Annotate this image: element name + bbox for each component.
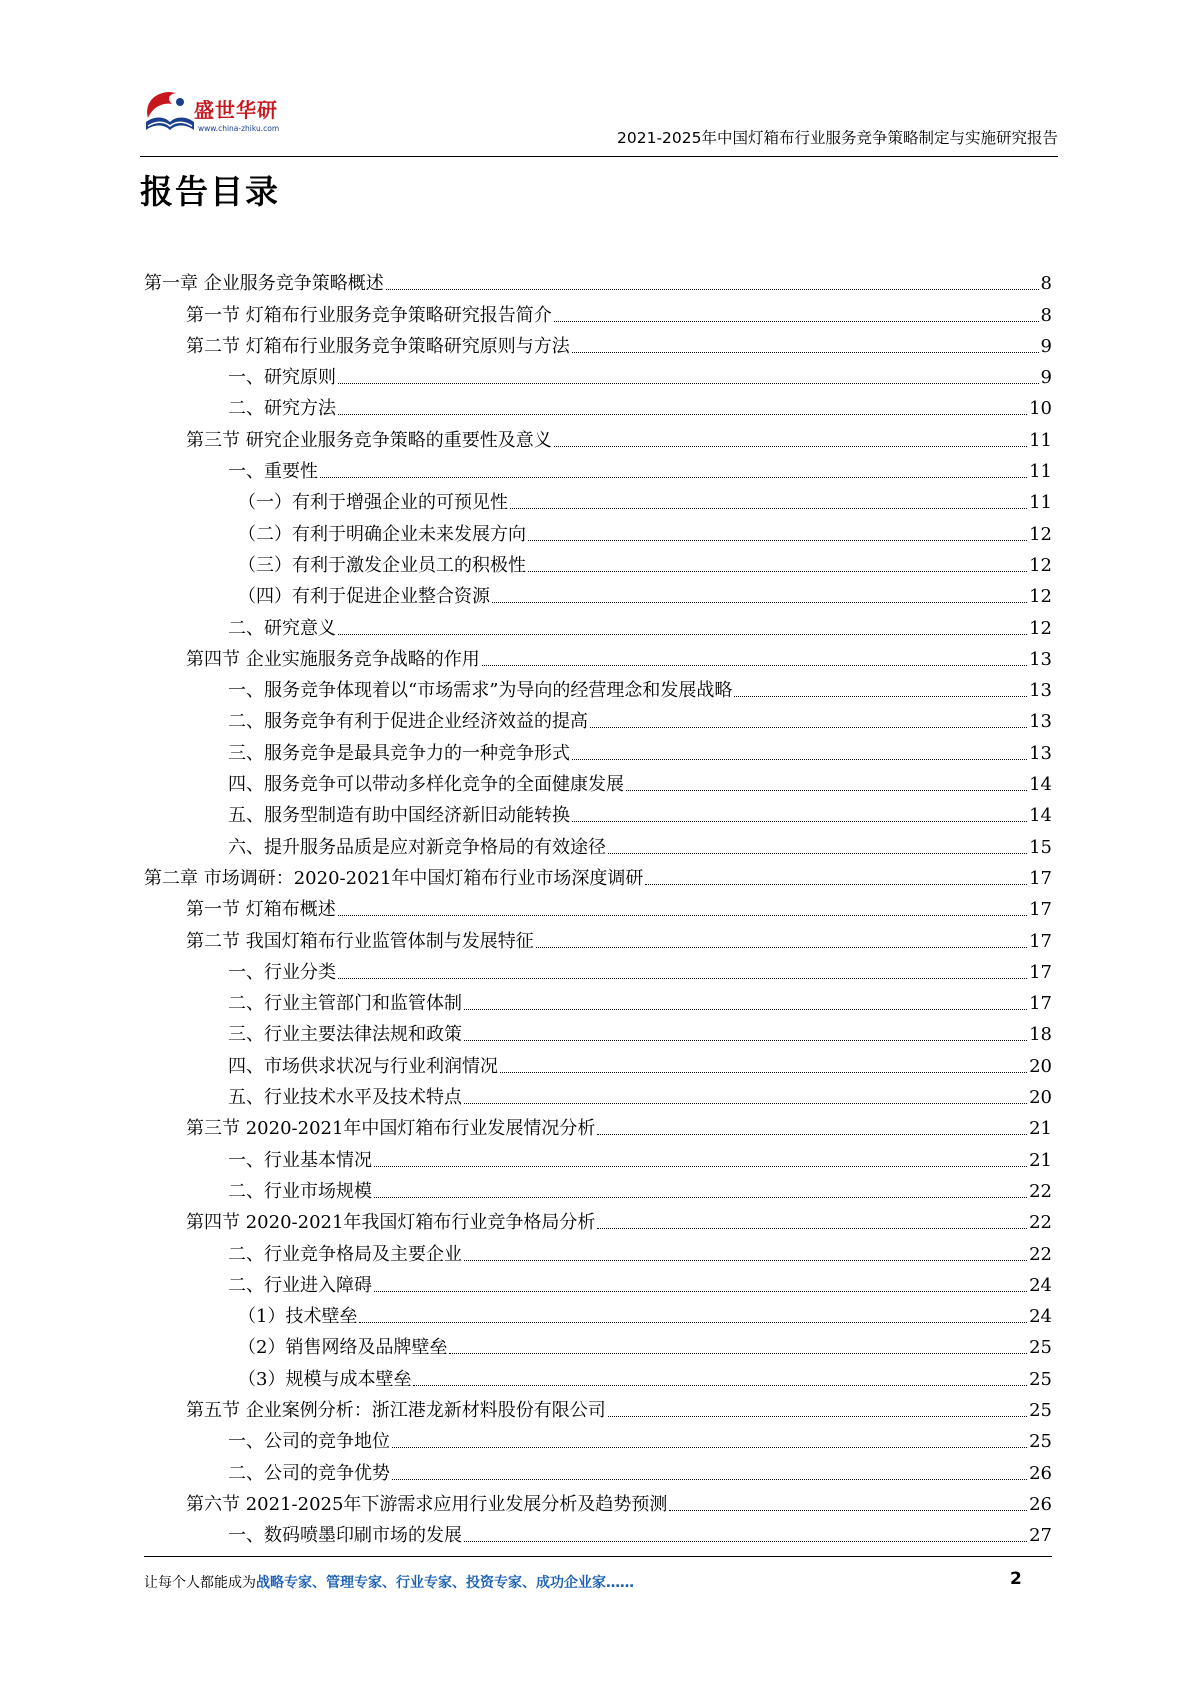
page-header [140, 80, 1058, 158]
toc-page-number: 22 [1029, 1180, 1052, 1202]
toc-dot-leader [608, 853, 1027, 854]
logo-company-name: 盛世华研 [194, 98, 278, 122]
toc-entry-title: 六、提升服务品质是应对新竞争格局的有效途径 [228, 836, 606, 858]
toc-page-number: 12 [1029, 617, 1052, 639]
toc-dot-leader [374, 1291, 1027, 1292]
toc-entry-item[interactable] [144, 702, 1052, 733]
toc-dot-leader [320, 477, 1027, 478]
toc-entry-section[interactable] [144, 921, 1052, 952]
toc-dot-leader [482, 665, 1027, 666]
toc-entry-section[interactable] [144, 420, 1052, 451]
toc-entry-item[interactable] [144, 1234, 1052, 1265]
toc-entry-title: 四、服务竞争可以带动多样化竞争的全面健康发展 [228, 774, 624, 796]
toc-entry-title: 三、行业主要法律法规和政策 [228, 1024, 462, 1046]
toc-entry-item[interactable] [144, 1140, 1052, 1171]
toc-page-number: 9 [1040, 367, 1052, 389]
toc-dot-leader [492, 602, 1027, 603]
toc-dot-leader [536, 947, 1027, 948]
toc-page-number: 18 [1029, 1024, 1052, 1046]
toc-entry-title: 第一节 灯箱布概述 [186, 899, 336, 921]
toc-entry-title: 二、行业市场规模 [228, 1180, 372, 1202]
toc-page-number: 11 [1029, 492, 1052, 514]
company-logo [140, 84, 310, 144]
toc-entry-title: 一、行业基本情况 [228, 1149, 372, 1171]
toc-page-number: 25 [1029, 1368, 1052, 1390]
toc-entry-title: 二、行业进入障碍 [228, 1274, 372, 1296]
toc-page-number: 21 [1029, 1118, 1052, 1140]
toc-dot-leader [572, 352, 1039, 353]
toc-entry-title: 第一节 灯箱布行业服务竞争策略研究报告简介 [186, 304, 552, 326]
toc-entry-title: 二、研究意义 [228, 617, 336, 639]
toc-page-number: 24 [1029, 1274, 1052, 1296]
toc-entry-title: 二、研究方法 [228, 398, 336, 420]
toc-page-number: 24 [1029, 1306, 1052, 1328]
toc-page-number: 20 [1029, 1055, 1052, 1077]
toc-dot-leader [554, 446, 1027, 447]
toc-entry-item[interactable] [144, 1172, 1052, 1203]
toc-page-number: 9 [1040, 335, 1052, 357]
toc-page-number: 17 [1029, 993, 1052, 1015]
toc-entry-item[interactable] [144, 733, 1052, 764]
toc-entry-subitem[interactable] [144, 577, 1052, 608]
toc-entry-item[interactable] [144, 1266, 1052, 1297]
toc-entry-title: 一、服务竞争体现着以“市场需求”为导向的经营理念和发展战略 [228, 680, 733, 702]
toc-page-number: 14 [1029, 805, 1052, 827]
toc-entry-title: 第四节 2020-2021年我国灯箱布行业竞争格局分析 [186, 1212, 596, 1234]
footer-slogan-highlight: 战略专家、管理专家、行业专家、投资专家、成功企业家…… [256, 1575, 634, 1591]
toc-dot-leader [338, 915, 1027, 916]
toc-entry-title: （2）销售网络及品牌壁垒 [238, 1337, 448, 1359]
toc-page-number: 13 [1029, 648, 1052, 670]
toc-entry-title: 二、行业竞争格局及主要企业 [228, 1243, 462, 1265]
toc-entry-title: 第四节 企业实施服务竞争战略的作用 [186, 648, 480, 670]
toc-entry-title: 二、行业主管部门和监管体制 [228, 993, 462, 1015]
toc-dot-leader [392, 1479, 1027, 1480]
toc-entry-title: 一、公司的竞争地位 [228, 1431, 390, 1453]
toc-dot-leader [359, 1322, 1027, 1323]
toc-entry-title: 四、市场供求状况与行业利润情况 [228, 1055, 498, 1077]
toc-entry-title: （三）有利于激发企业员工的积极性 [238, 554, 526, 576]
toc-page-number: 17 [1029, 867, 1052, 889]
toc-page-number: 22 [1029, 1243, 1052, 1265]
toc-dot-leader [590, 727, 1027, 728]
toc-page-number: 14 [1029, 774, 1052, 796]
toc-entry-title: 第六节 2021-2025年下游需求应用行业发展分析及趋势预测 [186, 1493, 668, 1515]
toc-entry-item[interactable] [144, 389, 1052, 420]
open-book-logo-icon [140, 84, 200, 144]
toc-entry-title: （3）规模与成本壁垒 [238, 1368, 412, 1390]
toc-page-number: 10 [1029, 398, 1052, 420]
toc-page-number: 8 [1040, 273, 1052, 295]
toc-page-number: 26 [1029, 1462, 1052, 1484]
toc-entry-section[interactable] [144, 1391, 1052, 1422]
toc-page-number: 17 [1029, 930, 1052, 952]
toc-dot-leader [392, 1447, 1027, 1448]
toc-dot-leader [597, 1134, 1027, 1135]
toc-entry-section[interactable] [144, 1109, 1052, 1140]
header-divider [140, 156, 1058, 157]
toc-entry-item[interactable] [144, 827, 1052, 858]
toc-dot-leader [464, 1260, 1027, 1261]
toc-page-number: 12 [1029, 523, 1052, 545]
toc-entry-item[interactable] [144, 608, 1052, 639]
page-title: 报告目录 [140, 172, 280, 211]
toc-entry-subitem[interactable] [144, 1359, 1052, 1390]
toc-dot-leader [374, 1197, 1027, 1198]
toc-dot-leader [528, 571, 1027, 572]
toc-entry-item[interactable] [144, 953, 1052, 984]
toc-dot-leader [572, 821, 1027, 822]
toc-page-number: 8 [1040, 304, 1052, 326]
toc-dot-leader [464, 1009, 1027, 1010]
toc-dot-leader [528, 540, 1027, 541]
toc-dot-leader [338, 634, 1027, 635]
toc-dot-leader [554, 321, 1039, 322]
toc-entry-item[interactable] [144, 1046, 1052, 1077]
toc-entry-title: 一、数码喷墨印刷市场的发展 [228, 1525, 462, 1547]
toc-entry-item[interactable] [144, 1453, 1052, 1484]
toc-entry-subitem[interactable] [144, 1297, 1052, 1328]
toc-dot-leader [734, 696, 1027, 697]
toc-dot-leader [338, 414, 1027, 415]
toc-entry-section[interactable] [144, 327, 1052, 358]
toc-dot-leader [597, 1228, 1027, 1229]
toc-dot-leader [338, 978, 1027, 979]
toc-page-number: 20 [1029, 1087, 1052, 1109]
toc-page-number: 17 [1029, 961, 1052, 983]
toc-entry-subitem[interactable] [144, 546, 1052, 577]
toc-entry-title: 第一章 企业服务竞争策略概述 [144, 273, 384, 295]
toc-dot-leader [449, 1353, 1027, 1354]
toc-entry-title: （1）技术壁垒 [238, 1306, 358, 1328]
toc-page-number: 25 [1029, 1399, 1052, 1421]
report-title: 2021-2025年中国灯箱布行业服务竞争策略制定与实施研究报告 [617, 129, 1058, 147]
toc-entry-item[interactable] [144, 765, 1052, 796]
toc-entry-item[interactable] [144, 358, 1052, 389]
logo-website-url: www.china-zhiku.com [198, 124, 280, 133]
toc-entry-title: 一、研究原则 [228, 367, 336, 389]
toc-entry-chapter[interactable] [144, 859, 1052, 890]
toc-dot-leader [413, 1385, 1027, 1386]
toc-entry-subitem[interactable] [144, 1328, 1052, 1359]
toc-entry-title: （二）有利于明确企业未来发展方向 [238, 523, 526, 545]
footer-slogan-prefix: 让每个人都能成为 [144, 1575, 256, 1591]
page-number: 2 [1010, 1569, 1022, 1589]
toc-entry-chapter[interactable] [144, 264, 1052, 295]
toc-dot-leader [572, 759, 1027, 760]
toc-entry-item[interactable] [144, 452, 1052, 483]
toc-page-number: 12 [1029, 586, 1052, 608]
toc-dot-leader [645, 884, 1027, 885]
toc-entry-title: 一、重要性 [228, 461, 318, 483]
toc-entry-title: 第二节 我国灯箱布行业监管体制与发展特征 [186, 930, 534, 952]
toc-entry-item[interactable] [144, 1516, 1052, 1547]
toc-page-number: 26 [1029, 1493, 1052, 1515]
toc-dot-leader [338, 383, 1039, 384]
toc-dot-leader [386, 289, 1039, 290]
toc-dot-leader [626, 790, 1027, 791]
toc-page-number: 25 [1029, 1337, 1052, 1359]
toc-entry-title: （四）有利于促进企业整合资源 [238, 586, 490, 608]
toc-entry-item[interactable] [144, 671, 1052, 702]
toc-page-number: 25 [1029, 1431, 1052, 1453]
footer-divider [144, 1556, 1052, 1557]
toc-entry-item[interactable] [144, 1078, 1052, 1109]
toc-dot-leader [608, 1416, 1027, 1417]
toc-entry-title: 五、行业技术水平及技术特点 [228, 1087, 462, 1109]
toc-entry-section[interactable] [144, 295, 1052, 326]
toc-entry-title: 第三节 2020-2021年中国灯箱布行业发展情况分析 [186, 1118, 596, 1140]
toc-entry-title: 二、公司的竞争优势 [228, 1462, 390, 1484]
toc-entry-subitem[interactable] [144, 514, 1052, 545]
toc-dot-leader [464, 1040, 1027, 1041]
toc-entry-item[interactable] [144, 1422, 1052, 1453]
toc-page-number: 27 [1029, 1525, 1052, 1547]
toc-entry-item[interactable] [144, 1015, 1052, 1046]
toc-dot-leader [464, 1541, 1027, 1542]
toc-dot-leader [464, 1103, 1027, 1104]
toc-entry-title: 第五节 企业案例分析：浙江港龙新材料股份有限公司 [186, 1399, 606, 1421]
toc-page-number: 11 [1029, 461, 1052, 483]
toc-page-number: 17 [1029, 899, 1052, 921]
toc-dot-leader [500, 1072, 1027, 1073]
toc-entry-title: 一、行业分类 [228, 961, 336, 983]
toc-entry-title: （一）有利于增强企业的可预见性 [238, 492, 508, 514]
toc-page-number: 13 [1029, 711, 1052, 733]
toc-entry-item[interactable] [144, 984, 1052, 1015]
toc-entry-section[interactable] [144, 640, 1052, 671]
toc-page-number: 22 [1029, 1212, 1052, 1234]
toc-page-number: 13 [1029, 680, 1052, 702]
toc-entry-title: 第二章 市场调研：2020-2021年中国灯箱布行业市场深度调研 [144, 867, 644, 889]
toc-entry-title: 第三节 研究企业服务竞争策略的重要性及意义 [186, 429, 552, 451]
toc-dot-leader [374, 1166, 1027, 1167]
toc-dot-leader [669, 1510, 1027, 1511]
toc-page-number: 11 [1029, 429, 1052, 451]
toc-entry-title: 第二节 灯箱布行业服务竞争策略研究原则与方法 [186, 335, 570, 357]
toc-entry-section[interactable] [144, 1203, 1052, 1234]
toc-dot-leader [510, 508, 1027, 509]
footer-slogan [144, 1572, 634, 1592]
toc-entry-title: 三、服务竞争是最具竞争力的一种竞争形式 [228, 742, 570, 764]
toc-entry-item[interactable] [144, 796, 1052, 827]
toc-page-number: 21 [1029, 1149, 1052, 1171]
toc-page-number: 13 [1029, 742, 1052, 764]
toc-entry-title: 五、服务型制造有助中国经济新旧动能转换 [228, 805, 570, 827]
table-of-contents [144, 264, 1052, 1547]
toc-entry-section[interactable] [144, 890, 1052, 921]
toc-entry-subitem[interactable] [144, 483, 1052, 514]
toc-page-number: 15 [1029, 836, 1052, 858]
toc-page-number: 12 [1029, 554, 1052, 576]
toc-entry-title: 二、服务竞争有利于促进企业经济效益的提高 [228, 711, 588, 733]
toc-entry-section[interactable] [144, 1485, 1052, 1516]
